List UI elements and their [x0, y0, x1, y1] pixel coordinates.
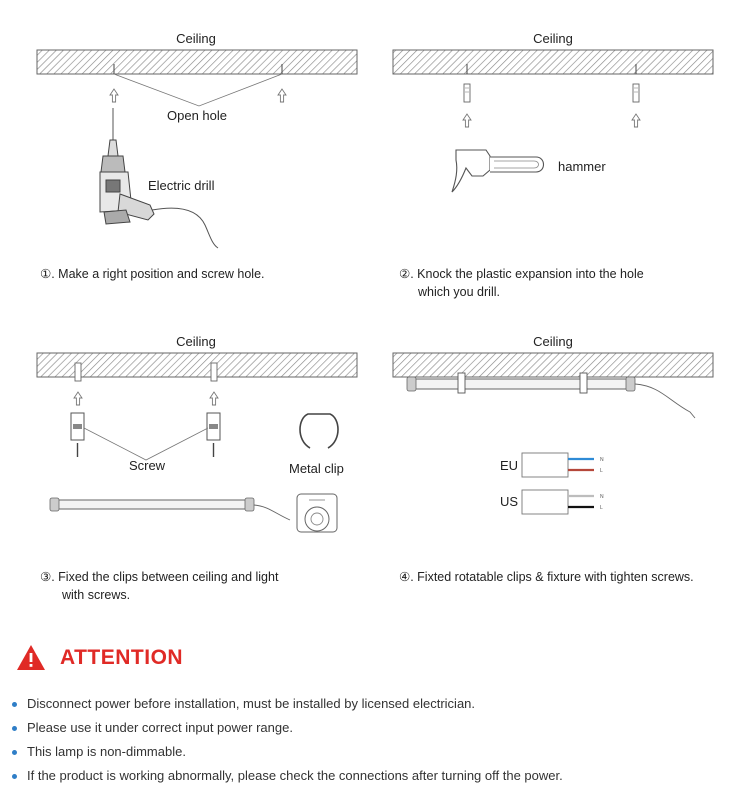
step-1-caption: ①. Make a right position and screw hole. — [40, 267, 265, 281]
attention-header — [16, 644, 183, 671]
step-3 — [37, 334, 357, 602]
note-text: This lamp is non-dimmable. — [27, 744, 186, 759]
eu-label: EU — [499, 458, 518, 473]
step-3-caption-line-1: ③. Fixed the clips between ceiling and light — [40, 570, 279, 584]
list-item — [12, 740, 732, 764]
driver-box — [522, 453, 568, 477]
ceiling — [37, 50, 357, 74]
light-tube — [50, 498, 290, 520]
step-3-caption-line-2: with screws. — [62, 588, 131, 602]
neutral-label: N — [600, 457, 604, 463]
plastic-expansion — [75, 363, 81, 381]
clip-block-icon — [71, 413, 84, 457]
up-arrow-icon — [74, 392, 82, 405]
up-arrow-icon — [278, 89, 286, 102]
bullet-icon — [12, 750, 17, 755]
list-item — [12, 692, 732, 716]
neutral-label: N — [600, 494, 604, 500]
wiring-eu — [500, 453, 604, 477]
plastic-expansion — [211, 363, 217, 381]
ceiling-label: Ceiling — [176, 31, 216, 46]
step-4 — [393, 334, 713, 584]
electric-drill-label: Electric drill — [148, 178, 215, 193]
bullet-icon — [12, 726, 17, 731]
driver-box — [522, 490, 568, 514]
ceiling-label: Ceiling — [176, 334, 216, 349]
hammer-icon — [452, 150, 544, 192]
ceiling — [37, 353, 357, 377]
screw-label: Screw — [128, 458, 166, 473]
note-text: Please use it under correct input power range. — [27, 720, 293, 735]
live-label: L — [600, 505, 603, 511]
open-hole-label: Open hole — [167, 108, 227, 123]
list-item — [12, 764, 732, 788]
list-item — [12, 716, 732, 740]
step-2-caption-line-2: which you drill. — [418, 285, 500, 299]
ceiling-label: Ceiling — [533, 334, 573, 349]
step-4-caption: ④. Fixted rotatable clips & fixture with tighten screws. — [399, 570, 694, 584]
live-label: L — [600, 468, 603, 474]
metal-clip-label: Metal clip — [289, 461, 344, 476]
wiring-us — [500, 490, 604, 514]
tube-end-view-icon — [297, 494, 337, 532]
up-arrow-icon — [632, 114, 640, 127]
ceiling — [393, 353, 713, 377]
attention-title: ATTENTION — [60, 645, 184, 669]
note-text: If the product is working abnormally, please check the connections after turning off the power. — [27, 768, 563, 783]
hammer-label: hammer — [558, 159, 606, 174]
us-label: US — [499, 494, 518, 509]
plastic-expansion — [464, 84, 470, 102]
up-arrow-icon — [110, 89, 118, 102]
metal-clip-icon — [300, 414, 338, 448]
attention-notes — [12, 692, 732, 788]
plastic-expansion — [633, 84, 639, 102]
rotatable-clip — [580, 373, 587, 393]
step-2-caption-line-1: ②. Knock the plastic expansion into the hole — [399, 267, 644, 281]
up-arrow-icon — [210, 392, 218, 405]
step-1 — [37, 31, 357, 281]
step-2 — [393, 31, 713, 299]
mounted-light-tube — [407, 373, 695, 418]
note-text: Disconnect power before installation, must be installed by licensed electrician. — [27, 696, 476, 711]
warning-triangle-icon — [16, 644, 46, 671]
ceiling-label: Ceiling — [533, 31, 573, 46]
rotatable-clip — [458, 373, 465, 393]
ceiling — [393, 50, 713, 74]
bullet-icon — [12, 774, 17, 779]
up-arrow-icon — [463, 114, 471, 127]
clip-block-icon — [207, 413, 220, 457]
pointer-lines — [84, 428, 208, 460]
bullet-icon — [12, 702, 17, 707]
pointer-lines — [114, 74, 282, 106]
